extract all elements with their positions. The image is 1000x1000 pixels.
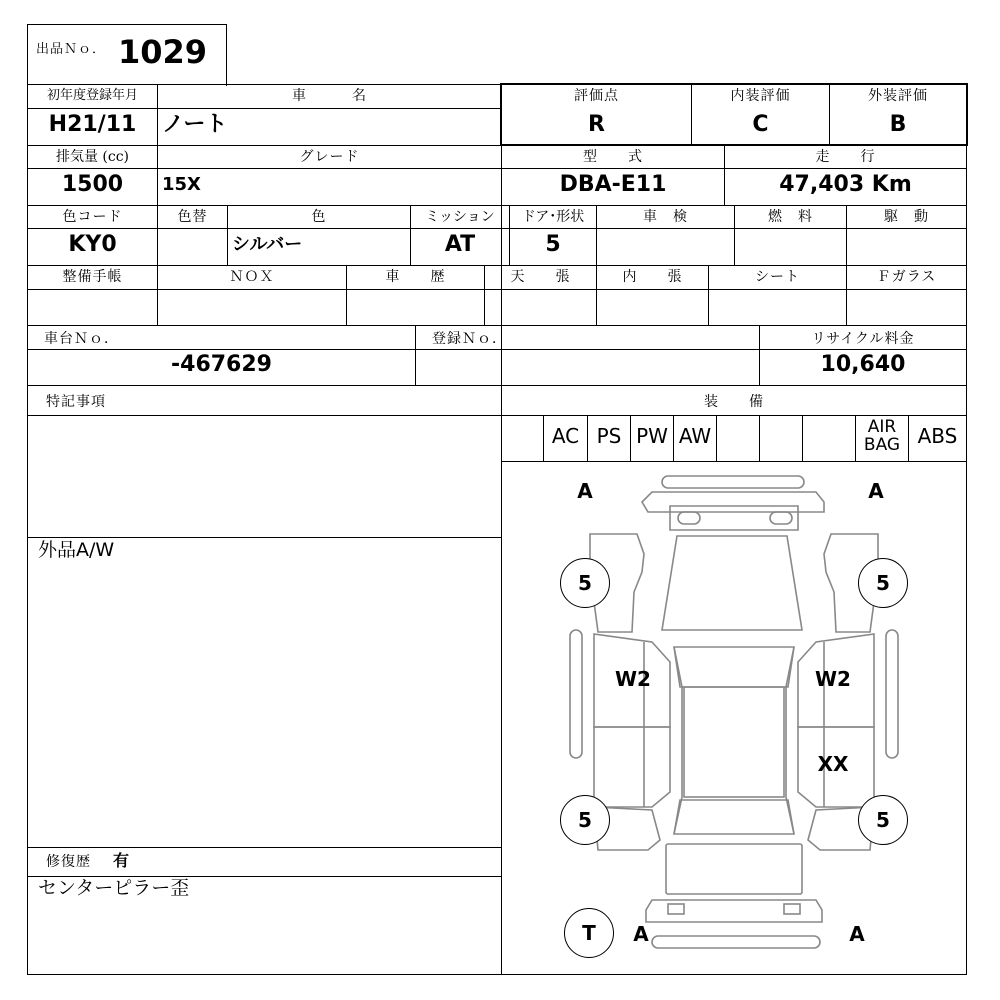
fuel-label: 燃 料 <box>768 209 813 225</box>
interior-label: 内装評価 <box>730 88 791 104</box>
notes-text: 外品A/W <box>38 539 115 561</box>
mark-rear-right: A <box>849 922 865 946</box>
mission-value: AT <box>444 232 476 257</box>
front-bumper-line <box>662 476 804 488</box>
mark-left-door: W2 <box>615 667 651 691</box>
model-value: DBA-E11 <box>559 172 667 197</box>
right-sill <box>886 630 898 758</box>
color-change-label: 色替 <box>177 209 208 225</box>
tire-front-right: 5 <box>858 558 908 608</box>
left-sill <box>570 630 582 758</box>
recycle-label: リサイクル料金 <box>811 331 915 347</box>
repair-value: 有 <box>113 851 131 870</box>
glass-label: Ｆガラス <box>876 269 937 285</box>
repair-label: 修復歴 <box>46 854 91 870</box>
chassis-value: -467629 <box>171 352 272 377</box>
equipment-abs: ABS <box>917 424 958 448</box>
car-name-value: ノート <box>162 112 228 137</box>
car-name-label: 車 名 <box>292 88 367 104</box>
inspection-label: 車 検 <box>643 209 688 225</box>
exterior-value: B <box>889 112 907 137</box>
mark-front-right: A <box>868 479 884 503</box>
lot-number: 1029 <box>118 33 208 71</box>
tire-rear-left: 5 <box>560 795 610 845</box>
seat-label: シート <box>755 269 800 285</box>
door-value: 5 <box>545 232 561 257</box>
hood <box>662 536 802 630</box>
tire-rear-right: 5 <box>858 795 908 845</box>
color-code-label: 色コード <box>62 209 123 225</box>
color-label: 色 <box>311 209 327 225</box>
score-value: R <box>588 112 605 137</box>
equipment-aw: AW <box>678 424 712 448</box>
car-diagram <box>502 462 966 974</box>
notes-label: 特記事項 <box>46 394 106 410</box>
left-taillight <box>668 904 684 914</box>
mileage-label: 走 行 <box>815 149 876 165</box>
mark-right-rear-door: XX <box>817 752 849 776</box>
roof-label: 天 張 <box>510 269 571 285</box>
mark-front-left: A <box>577 479 593 503</box>
recycle-value: 10,640 <box>820 352 906 377</box>
mission-label: ミッション <box>425 209 495 225</box>
mark-rear-left: A <box>633 922 649 946</box>
spare-tire: T <box>564 908 614 958</box>
right-taillight <box>784 904 800 914</box>
score-label: 評価点 <box>574 88 619 104</box>
windshield <box>674 647 794 687</box>
color-value: シルバー <box>232 234 303 255</box>
equipment-ps: PS <box>596 424 622 448</box>
first-reg-value: H21/11 <box>48 112 137 137</box>
interior-trim-label: 内 張 <box>622 269 683 285</box>
drive-label: 駆 動 <box>884 209 929 225</box>
history-label: 車 歴 <box>385 269 446 285</box>
displacement-label: 排気量 (cc) <box>55 149 130 165</box>
displacement-value: 1500 <box>61 172 124 197</box>
roof <box>684 687 784 797</box>
equipment-airbag: AIR BAG <box>863 417 901 455</box>
registration-label: 登録Ｎｏ． <box>432 331 507 347</box>
first-reg-label: 初年度登録年月 <box>46 88 138 103</box>
equipment-pw: PW <box>636 424 668 448</box>
tailgate <box>666 844 802 894</box>
maintenance-label: 整備手帳 <box>62 269 123 285</box>
equipment-label: 装 備 <box>704 394 764 410</box>
tire-front-left: 5 <box>560 558 610 608</box>
equipment-ac: AC <box>551 424 580 448</box>
left-headlight <box>678 512 700 524</box>
lot-label: 出品Ｎｏ． <box>36 42 107 57</box>
nox-label: ＮＯＸ <box>229 269 275 285</box>
right-headlight <box>770 512 792 524</box>
grille <box>670 506 798 530</box>
rear-window <box>674 800 794 834</box>
repair-note: センターピラー歪 <box>38 877 190 899</box>
rear-bumper-line <box>652 936 820 948</box>
exterior-label: 外装評価 <box>868 88 928 104</box>
color-code-value: KY0 <box>68 232 117 257</box>
mileage-value: 47,403 Km <box>779 172 912 197</box>
door-label: ドア･形状 <box>521 209 585 225</box>
left-rear-door <box>594 727 670 807</box>
mark-right-door: W2 <box>815 667 851 691</box>
grade-label: グレード <box>299 149 360 165</box>
model-label: 型 式 <box>583 149 643 165</box>
grade-value: 15X <box>162 174 201 195</box>
chassis-label: 車台Ｎｏ． <box>44 331 119 347</box>
interior-value: C <box>752 112 769 137</box>
